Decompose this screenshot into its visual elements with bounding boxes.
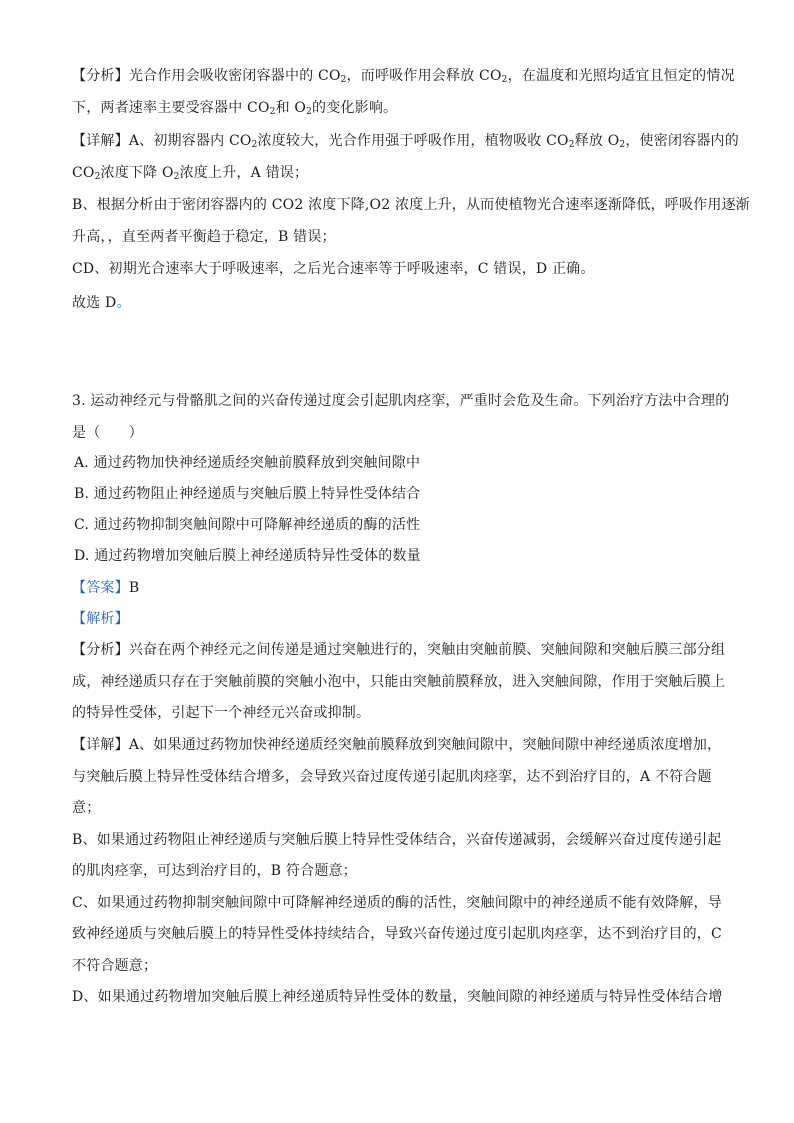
detail-q2-line1: 【详解】A、初期容器内 $CO_2$浓度较大，光合作用强于呼吸作用，植物吸收 $CO_2$释放 $O_2$，使密闭容器内的 — [72, 133, 739, 150]
question3-answer — [72, 578, 732, 598]
analysis-q2-line1: 【分析】光合作用会吸收密闭容器中的 $CO_2$，而呼吸作用会释放 $CO_2$，在温度和光照均适宜且恒定的情况 — [72, 68, 735, 85]
answer-tag: 【答案】 — [72, 580, 129, 596]
detail-q3-line3: 意； — [72, 800, 101, 816]
question3-stem-line2: 是（ ） — [72, 425, 143, 441]
detail-q2-line2: $CO_2$浓度下降 $O_2$浓度上升，A 错误； — [72, 165, 309, 182]
detail-q3-line1: 【详解】A、如果通过药物加快神经递质经突触前膜释放到突触间隙中，突触间隙中神经递质浓度增加， — [72, 737, 722, 753]
detail-q3-line9: D、如果通过药物增加突触后膜上神经递质特异性受体的数量，突触间隙的神经递质与特异性受体结合增 — [72, 989, 723, 1005]
answer-value: B — [128, 580, 140, 596]
detail-q3-line6: C、如果通过药物抑制突触间隙中可降解神经递质的酶的活性，突触间隙中的神经递质不能有效降解，导 — [72, 895, 722, 911]
analysis-tag: 【分析】 — [72, 68, 129, 84]
analysis-tag: 【分析】 — [72, 642, 129, 658]
question3-option-c: C. 通过药物抑制突触间隙中可降解神经递质的酶的活性 — [74, 517, 421, 533]
question3-stem-line1: 3. 运动神经元与骨骼肌之间的兴奋传递过度会引起肌肉痉挛，严重时会危及生命。下列治疗方法中合理的 — [72, 393, 730, 409]
detail-tag: 【详解】 — [72, 133, 129, 149]
question3-option-a: A. 通过药物加快神经递质经突触前膜释放到突触间隙中 — [74, 455, 421, 471]
detail-q3-line8: 不符合题意； — [72, 958, 158, 974]
detail-tag: 【详解】 — [72, 737, 129, 753]
detail-q2-line6: 故选 D。 — [72, 295, 131, 311]
analysis-q2-line2: 下，两者速率主要受容器中 $CO_2$和 $O_2$的变化影响。 — [72, 100, 398, 117]
detail-q2-line5: CD、初期光合速率大于呼吸速率，之后光合速率等于呼吸速率，C 错误，D 正确。 — [72, 261, 595, 277]
question3-explain-tag: 【解析】 — [72, 611, 129, 627]
detail-q3-line2: 与突触后膜上特异性受体结合增多，会导致兴奋过度传递引起肌肉痉挛，达不到治疗目的，A 不符合题 — [72, 769, 712, 785]
detail-q2-line3: B、根据分析由于密闭容器内的 CO2 浓度下降,O2 浓度上升，从而使植物光合速率逐渐降低，呼吸作用逐渐 — [72, 197, 750, 213]
question3-option-b: B. 通过药物阻止神经递质与突触后膜上特异性受体结合 — [74, 486, 421, 502]
detail-q2-line4: 升高，，直至两者平衡趋于稳定，B 错误； — [72, 229, 336, 245]
analysis-q3-line3: 的特异性受体，引起下一个神经元兴奋或抑制。 — [72, 705, 371, 721]
detail-q3-line7: 致神经递质与突触后膜上的特异性受体持续结合，导致兴奋传递过度引起肌肉痉挛，达不到治疗目的，C — [72, 926, 722, 942]
analysis-q3-line2: 成，神经递质只存在于突触前膜的突触小泡中，只能由突触前膜释放，进入突触间隙，作用于突触后膜上 — [72, 674, 726, 690]
analysis-q3-line1: 【分析】兴奋在两个神经元之间传递是通过突触进行的，突触由突触前膜、突触间隙和突触后膜三部分组 — [72, 642, 726, 658]
detail-q3-line5: 的肌肉痉挛，可达到治疗目的，B 符合题意； — [72, 863, 357, 879]
detail-q3-line4: B、如果通过药物阻止神经递质与突触后膜上特异性受体结合，兴奋传递减弱，会缓解兴奋过度传递引起 — [72, 832, 722, 848]
question3-option-d: D. 通过药物增加突触后膜上神经递质特异性受体的数量 — [74, 548, 421, 564]
